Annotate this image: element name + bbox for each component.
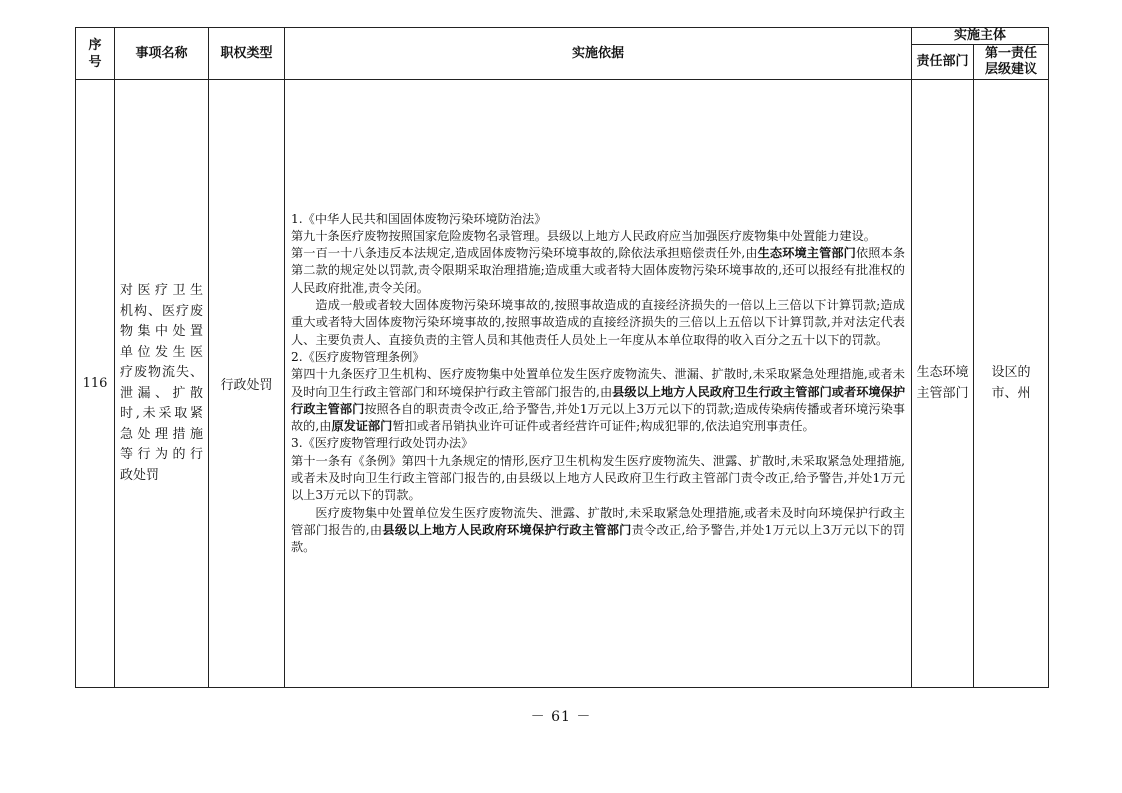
law1-article118-para2: 造成一般或者较大固体废物污染环境事故的,按照事故造成的直接经济损失的一倍以上三倍以下计算罚款;造成重大或者特大固体废物污染环境事故的,按照事故造成的直接经济损失的三倍以上五倍以下计算罚款,并对法定代表人、主要负责人、直接负责的主管人员和其他责任人员处上一年度从本单位取得的收入百分之五十以下的罚款。 bbox=[291, 298, 905, 347]
header-seq-line2: 号 bbox=[88, 54, 102, 70]
item-name-line: 机构、医疗废 bbox=[120, 303, 203, 319]
header-seq bbox=[76, 28, 115, 80]
item-name-line: 时,未采取紧 bbox=[120, 406, 203, 421]
header-level-line1: 第一责任 bbox=[985, 46, 1038, 61]
item-name-line: 等行为的行 bbox=[120, 447, 203, 462]
bold-authority: 县级以上地方人民政府环境保护行政主管部门 bbox=[382, 522, 632, 537]
dept-line: 主管部门 bbox=[916, 385, 969, 401]
item-name-line: 对医疗卫生 bbox=[120, 283, 203, 298]
row-item-name bbox=[115, 80, 209, 688]
dept-line: 生态环境 bbox=[916, 365, 969, 380]
law1-article90: 第九十条医疗废物按照国家危险废物名录管理。县级以上地方人民政府应当加强医疗废物集中处置能力建设。 bbox=[291, 228, 876, 243]
law1-title: 1.《中华人民共和国固体废物污染环境防治法》 bbox=[291, 211, 547, 226]
header-level-line2: 层级建议 bbox=[985, 62, 1038, 77]
header-item-name: 事项名称 bbox=[115, 28, 209, 80]
matters-table bbox=[75, 27, 1049, 688]
page-number: － 61 － bbox=[530, 709, 592, 725]
law1-article118: 第一百一十八条违反本法规定,造成固体废物污染环境事故的,除依法承担赔偿责任外,由生态环境主管部门依照本条第二款的规定处以罚款,责令限期采取治理措施;造成重大或者特大固体废物污染环境事故的,还可以报经有批准权的人民政府批准,责令关闭。 bbox=[291, 246, 906, 295]
bold-authority: 原发证部门 bbox=[331, 419, 393, 434]
law3-article11-para2: 医疗废物集中处置单位发生医疗废物流失、泄露、扩散时,未采取紧急处理措施,或者未及时向环境保护行政主管部门报告的,由县级以上地方人民政府环境保护行政主管部门责令改正,给予警告,并处1万元以上3万元以下的罚款。 bbox=[291, 505, 905, 555]
law3-title: 3.《医疗废物管理行政处罚办法》 bbox=[291, 436, 474, 451]
item-name-line: 物集中处置 bbox=[120, 324, 203, 339]
table-row bbox=[76, 80, 1049, 688]
header-right-type: 职权类型 bbox=[209, 28, 285, 80]
item-name-line: 泄漏、扩散 bbox=[120, 385, 203, 401]
item-name-line: 单位发生医 bbox=[120, 344, 203, 360]
header-subject: 实施主体 bbox=[912, 28, 1049, 45]
bold-authority: 县级以上地方人民政府卫生行政主管部门或者环境保护行政主管部门 bbox=[291, 384, 906, 416]
row-dept bbox=[912, 80, 974, 688]
row-seq: 116 bbox=[76, 80, 115, 688]
level-line: 市、州 bbox=[991, 385, 1031, 401]
law2-article49: 第四十九条医疗卫生机构、医疗废物集中处置单位发生医疗废物流失、泄漏、扩散时,未采取紧急处理措施,或者未及时向卫生行政主管部门和环境保护行政主管部门报告的,由县级以上地方人民政府卫生行政主管部门或者环境保护行政主管部门按照各自的职责责令改正,给予警告,并处1万元以上3万元以下的罚款;造成传染病传播或者环境污染事故的,由原发证部门暂扣或者吊销执业许可证件或者经营许可证件;构成犯罪的,依法追究刑事责任。 bbox=[291, 367, 906, 434]
header-seq-line1: 序 bbox=[88, 37, 102, 53]
header-basis: 实施依据 bbox=[285, 28, 912, 80]
item-name-line: 急处理措施 bbox=[120, 426, 203, 442]
bold-authority: 生态环境主管部门 bbox=[757, 246, 856, 261]
row-right-type: 行政处罚 bbox=[209, 80, 285, 688]
item-name-line: 疗废物流失、 bbox=[120, 365, 203, 380]
item-name-line: 政处罚 bbox=[120, 467, 160, 483]
row-basis bbox=[285, 80, 912, 688]
row-level bbox=[974, 80, 1049, 688]
law3-article11: 第十一条有《条例》第四十九条规定的情形,医疗卫生机构发生医疗废物流失、泄露、扩散时,未采取紧急处理措施,或者未及时向卫生行政主管部门报告的,由县级以上地方人民政府卫生行政主管部门责令改正,给予警告,并处1万元以上3万元以下的罚款。 bbox=[291, 453, 905, 503]
header-level bbox=[974, 45, 1049, 80]
header-dept: 责任部门 bbox=[912, 45, 974, 80]
level-line: 设区的 bbox=[991, 365, 1031, 380]
law2-title: 2.《医疗废物管理条例》 bbox=[291, 349, 425, 364]
